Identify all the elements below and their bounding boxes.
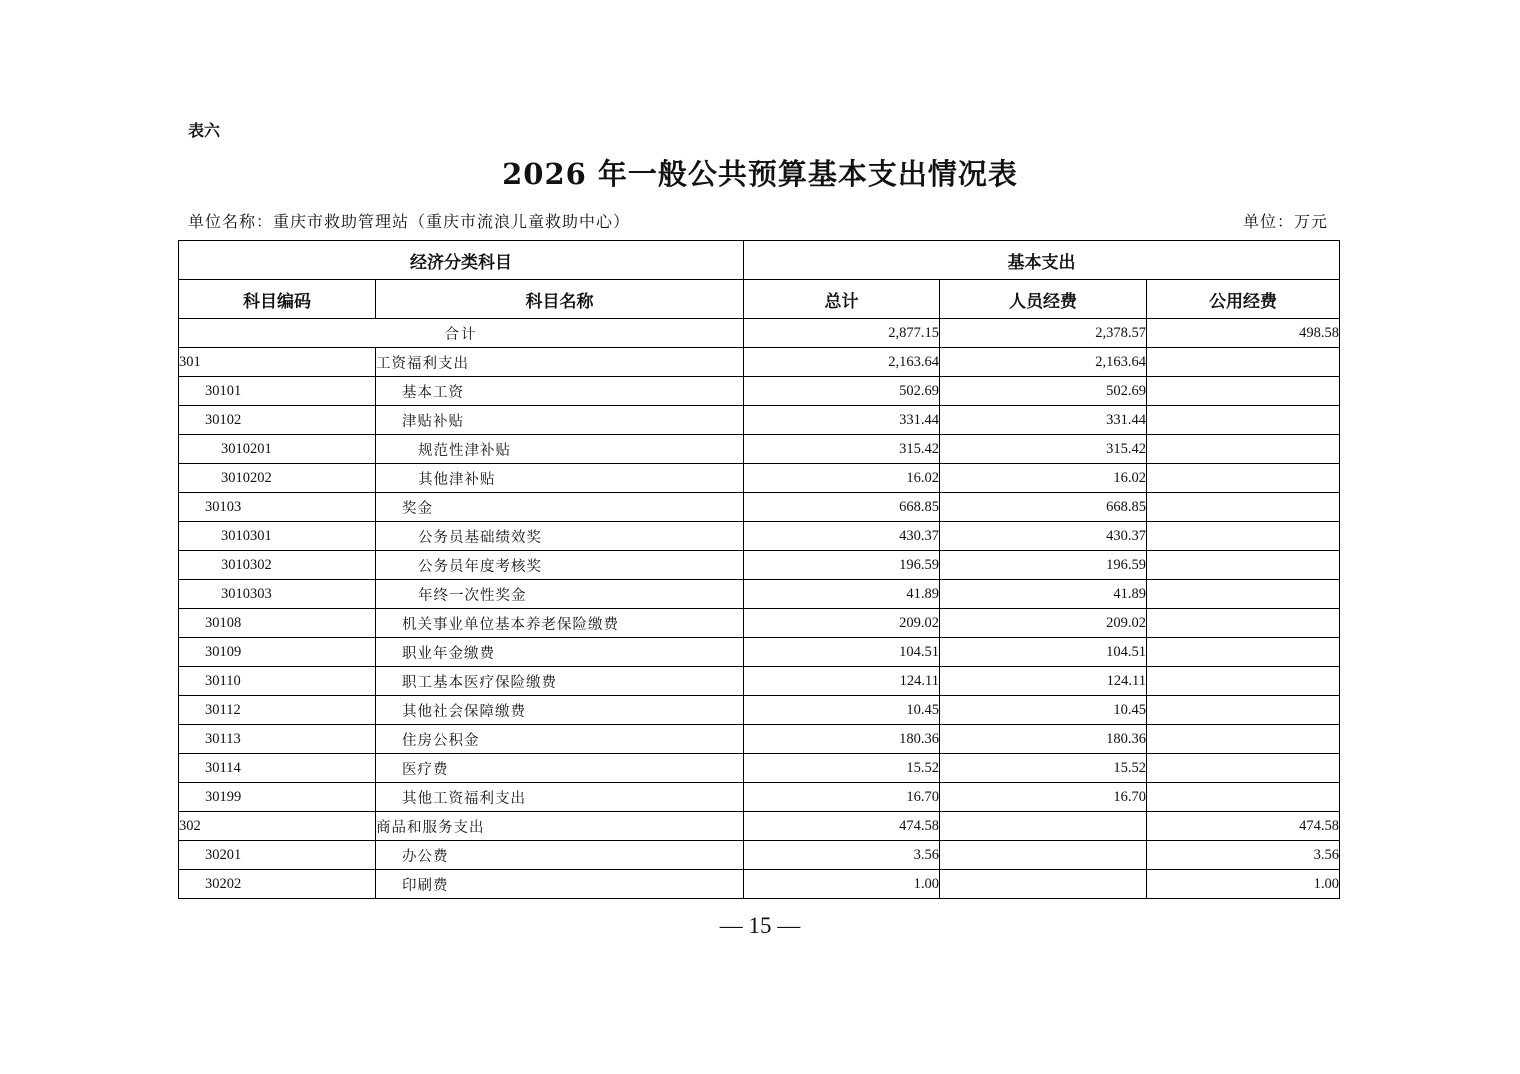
row-subject-name: 其他工资福利支出 xyxy=(376,783,744,812)
row-subject-code: 301 xyxy=(179,348,376,377)
table-row xyxy=(179,493,1340,522)
row-subject-code: 3010202 xyxy=(179,464,376,493)
total-row-public: 498.58 xyxy=(1147,319,1340,348)
row-total: 502.69 xyxy=(744,377,940,406)
row-total: 209.02 xyxy=(744,609,940,638)
row-subject-code: 30110 xyxy=(179,667,376,696)
row-subject-code: 30108 xyxy=(179,609,376,638)
row-subject-name: 基本工资 xyxy=(376,377,744,406)
row-personnel-cost xyxy=(940,812,1147,841)
table-row xyxy=(179,812,1340,841)
row-total: 331.44 xyxy=(744,406,940,435)
row-subject-name: 住房公积金 xyxy=(376,725,744,754)
row-total: 15.52 xyxy=(744,754,940,783)
total-row xyxy=(179,319,1340,348)
table-row xyxy=(179,696,1340,725)
row-public-cost xyxy=(1147,435,1340,464)
row-subject-code: 30199 xyxy=(179,783,376,812)
row-subject-name: 津贴补贴 xyxy=(376,406,744,435)
row-personnel-cost: 15.52 xyxy=(940,754,1147,783)
table-row xyxy=(179,580,1340,609)
total-row-label: 合计 xyxy=(179,319,744,348)
row-subject-code: 30102 xyxy=(179,406,376,435)
table-row xyxy=(179,377,1340,406)
row-personnel-cost: 331.44 xyxy=(940,406,1147,435)
row-total: 196.59 xyxy=(744,551,940,580)
table-row xyxy=(179,348,1340,377)
row-subject-code: 3010303 xyxy=(179,580,376,609)
row-subject-name: 机关事业单位基本养老保险缴费 xyxy=(376,609,744,638)
row-personnel-cost: 430.37 xyxy=(940,522,1147,551)
row-subject-name: 职工基本医疗保险缴费 xyxy=(376,667,744,696)
row-public-cost xyxy=(1147,551,1340,580)
row-public-cost xyxy=(1147,580,1340,609)
table-row xyxy=(179,551,1340,580)
header-personnel-cost: 人员经费 xyxy=(940,280,1147,319)
row-total: 2,163.64 xyxy=(744,348,940,377)
row-personnel-cost: 41.89 xyxy=(940,580,1147,609)
table-row xyxy=(179,841,1340,870)
row-public-cost xyxy=(1147,754,1340,783)
header-group-row xyxy=(179,241,1340,280)
header-economic-classification: 经济分类科目 xyxy=(179,241,744,280)
row-total: 668.85 xyxy=(744,493,940,522)
table-row xyxy=(179,464,1340,493)
row-subject-name: 医疗费 xyxy=(376,754,744,783)
unit-name: 单位名称：重庆市救助管理站（重庆市流浪儿童救助中心） xyxy=(188,212,631,231)
row-personnel-cost: 196.59 xyxy=(940,551,1147,580)
table-body xyxy=(179,319,1340,899)
header-subject-name: 科目名称 xyxy=(376,280,744,319)
header-total: 总计 xyxy=(744,280,940,319)
table-row xyxy=(179,725,1340,754)
row-subject-code: 30202 xyxy=(179,870,376,899)
row-public-cost xyxy=(1147,725,1340,754)
row-personnel-cost: 16.02 xyxy=(940,464,1147,493)
row-subject-name: 办公费 xyxy=(376,841,744,870)
row-public-cost xyxy=(1147,667,1340,696)
row-personnel-cost: 315.42 xyxy=(940,435,1147,464)
table-label: 表六 xyxy=(188,121,221,140)
row-public-cost xyxy=(1147,493,1340,522)
row-subject-code: 30113 xyxy=(179,725,376,754)
row-public-cost xyxy=(1147,638,1340,667)
header-subject-code: 科目编码 xyxy=(179,280,376,319)
row-subject-code: 3010201 xyxy=(179,435,376,464)
row-public-cost xyxy=(1147,783,1340,812)
row-personnel-cost xyxy=(940,870,1147,899)
row-subject-name: 职业年金缴费 xyxy=(376,638,744,667)
row-subject-name: 奖金 xyxy=(376,493,744,522)
row-total: 104.51 xyxy=(744,638,940,667)
row-subject-name: 印刷费 xyxy=(376,870,744,899)
row-public-cost: 3.56 xyxy=(1147,841,1340,870)
row-total: 315.42 xyxy=(744,435,940,464)
row-personnel-cost: 104.51 xyxy=(940,638,1147,667)
row-total: 124.11 xyxy=(744,667,940,696)
header-basic-expenditure: 基本支出 xyxy=(744,241,1340,280)
row-personnel-cost: 16.70 xyxy=(940,783,1147,812)
row-personnel-cost: 502.69 xyxy=(940,377,1147,406)
row-public-cost xyxy=(1147,348,1340,377)
row-subject-name: 商品和服务支出 xyxy=(376,812,744,841)
row-subject-code: 30114 xyxy=(179,754,376,783)
table-row xyxy=(179,638,1340,667)
row-subject-code: 30109 xyxy=(179,638,376,667)
page-number: — 15 — xyxy=(719,913,801,938)
row-total: 430.37 xyxy=(744,522,940,551)
row-subject-code: 30112 xyxy=(179,696,376,725)
header-column-row xyxy=(179,280,1340,319)
row-public-cost xyxy=(1147,464,1340,493)
row-public-cost: 1.00 xyxy=(1147,870,1340,899)
row-total: 16.02 xyxy=(744,464,940,493)
row-subject-code: 302 xyxy=(179,812,376,841)
row-total: 1.00 xyxy=(744,870,940,899)
row-subject-name: 年终一次性奖金 xyxy=(376,580,744,609)
row-total: 3.56 xyxy=(744,841,940,870)
table-row xyxy=(179,870,1340,899)
row-public-cost xyxy=(1147,609,1340,638)
row-subject-name: 公务员年度考核奖 xyxy=(376,551,744,580)
row-personnel-cost: 2,163.64 xyxy=(940,348,1147,377)
table-row xyxy=(179,406,1340,435)
row-total: 41.89 xyxy=(744,580,940,609)
row-public-cost xyxy=(1147,377,1340,406)
budget-table xyxy=(178,240,1340,899)
row-personnel-cost xyxy=(940,841,1147,870)
total-row-personnel: 2,378.57 xyxy=(940,319,1147,348)
row-subject-code: 30201 xyxy=(179,841,376,870)
row-subject-code: 30101 xyxy=(179,377,376,406)
row-personnel-cost: 10.45 xyxy=(940,696,1147,725)
row-subject-name: 工资福利支出 xyxy=(376,348,744,377)
row-personnel-cost: 124.11 xyxy=(940,667,1147,696)
row-subject-name: 规范性津补贴 xyxy=(376,435,744,464)
row-public-cost xyxy=(1147,696,1340,725)
table-row xyxy=(179,783,1340,812)
row-personnel-cost: 209.02 xyxy=(940,609,1147,638)
document-title: 2026 年一般公共预算基本支出情况表 xyxy=(502,157,1018,191)
row-subject-name: 其他津补贴 xyxy=(376,464,744,493)
row-total: 16.70 xyxy=(744,783,940,812)
table-row xyxy=(179,667,1340,696)
row-subject-name: 其他社会保障缴费 xyxy=(376,696,744,725)
row-public-cost: 474.58 xyxy=(1147,812,1340,841)
table-row xyxy=(179,609,1340,638)
row-subject-code: 30103 xyxy=(179,493,376,522)
row-subject-code: 3010302 xyxy=(179,551,376,580)
header-public-cost: 公用经费 xyxy=(1147,280,1340,319)
row-personnel-cost: 180.36 xyxy=(940,725,1147,754)
table-row xyxy=(179,754,1340,783)
unit-measure: 单位：万元 xyxy=(1242,212,1328,231)
table-row xyxy=(179,522,1340,551)
row-subject-name: 公务员基础绩效奖 xyxy=(376,522,744,551)
row-total: 180.36 xyxy=(744,725,940,754)
row-personnel-cost: 668.85 xyxy=(940,493,1147,522)
row-total: 474.58 xyxy=(744,812,940,841)
table-row xyxy=(179,435,1340,464)
row-public-cost xyxy=(1147,522,1340,551)
row-subject-code: 3010301 xyxy=(179,522,376,551)
row-public-cost xyxy=(1147,406,1340,435)
table-header xyxy=(179,241,1340,319)
total-row-total: 2,877.15 xyxy=(744,319,940,348)
row-total: 10.45 xyxy=(744,696,940,725)
